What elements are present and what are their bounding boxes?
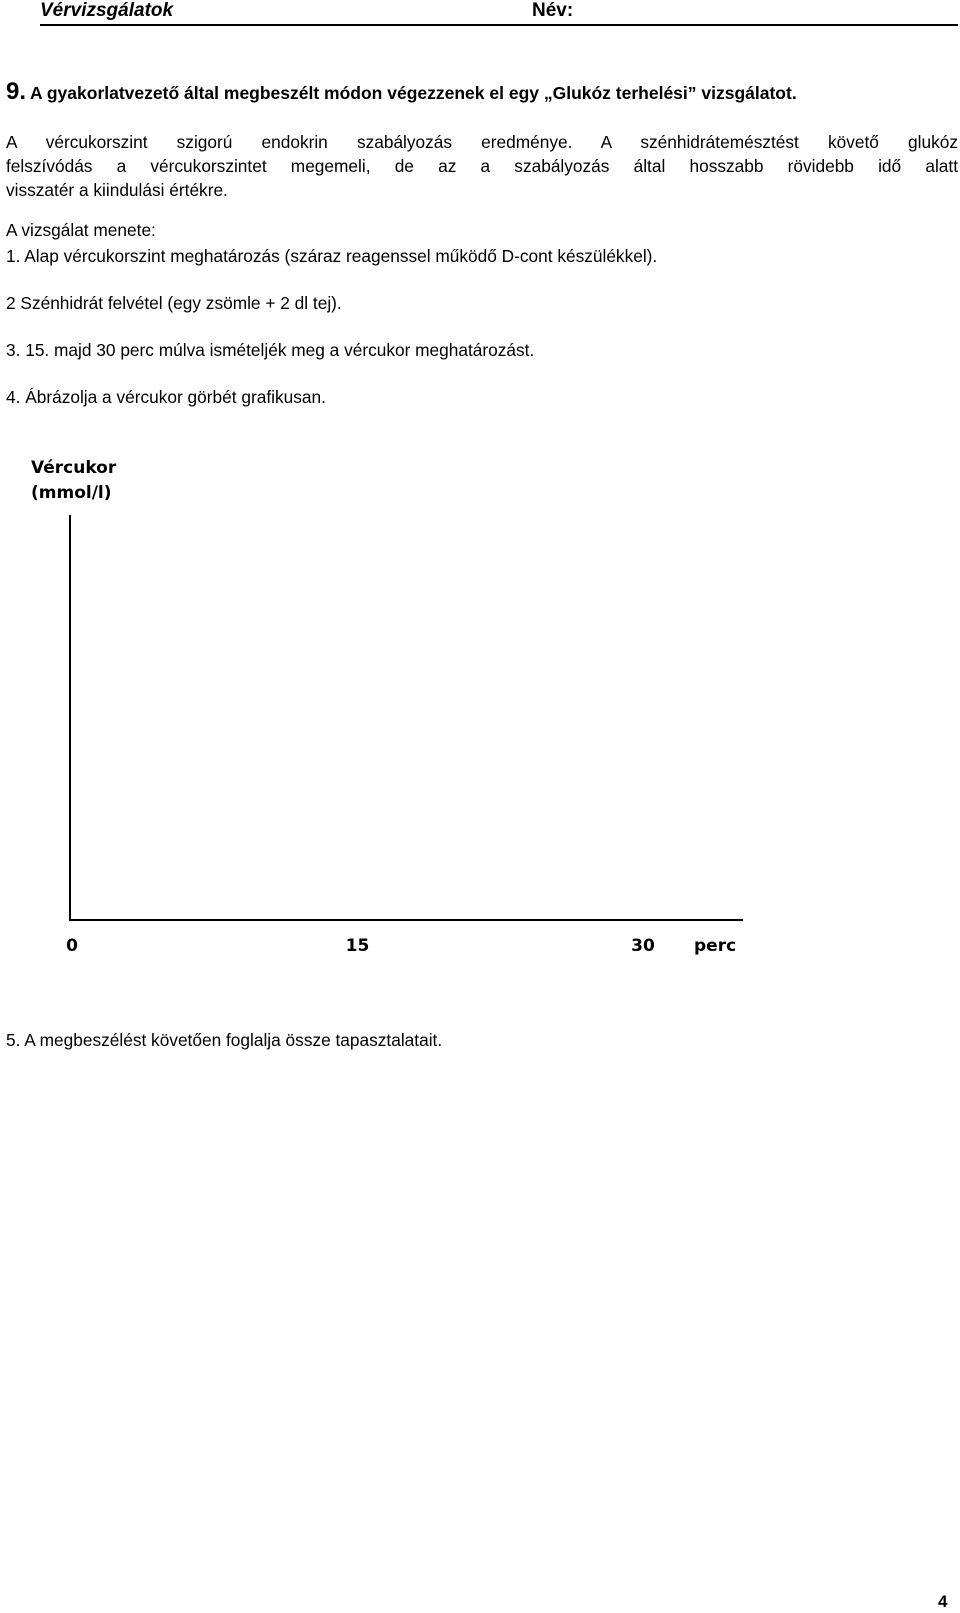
- intro-line-2: felszívódás a vércukorszintet megemeli, de az a szabályozás által hosszabb rövidebb idő alatt: [6, 156, 958, 176]
- x-tick-label: 0: [66, 936, 78, 956]
- y-axis-label-line-1: Vércukor: [31, 458, 117, 478]
- procedure-step-3: 3. 15. majd 30 perc múlva ismételjék meg a vércukor meghatározást.: [6, 340, 535, 360]
- x-axis-label: perc: [694, 936, 737, 956]
- procedure-step-2: 2 Szénhidrát felvétel (egy zsömle + 2 dl tej).: [6, 293, 342, 313]
- page-number: 4: [938, 1592, 948, 1611]
- task-number: 9.: [6, 78, 27, 105]
- chart-svg: [0, 455, 960, 985]
- x-tick-label: 15: [345, 936, 370, 956]
- procedure-heading: A vizsgálat menete:: [6, 220, 156, 240]
- task-title: [6, 78, 797, 106]
- x-tick-labels: [66, 936, 655, 956]
- header-name-label: Név:: [532, 0, 574, 21]
- intro-paragraph: [6, 130, 958, 202]
- intro-line-3: visszatér a kiindulási értékre.: [6, 180, 228, 200]
- x-tick-label: 30: [631, 936, 655, 956]
- header-rule: [40, 24, 958, 26]
- y-axis-label-line-2: (mmol/l): [31, 483, 112, 503]
- blood-sugar-chart: [0, 455, 960, 985]
- intro-line-1: A vércukorszint szigorú endokrin szabályozás eredménye. A szénhidrátemésztést követő glukóz: [6, 132, 958, 152]
- procedure-step-1: 1. Alap vércukorszint meghatározás (száraz reagenssel működő D-cont készülékkel).: [6, 246, 658, 266]
- procedure-step-4: 4. Ábrázolja a vércukor görbét grafikusan.: [6, 387, 326, 407]
- header-title: Vérvizsgálatok: [40, 0, 174, 21]
- task-title-text: A gyakorlatvezető által megbeszélt módon végezzenek el egy „Glukóz terhelési” vizsgálatot.: [30, 83, 797, 103]
- page-header: [40, 0, 960, 26]
- procedure-step-5: 5. A megbeszélést követően foglalja össze tapasztalatait.: [6, 1030, 443, 1050]
